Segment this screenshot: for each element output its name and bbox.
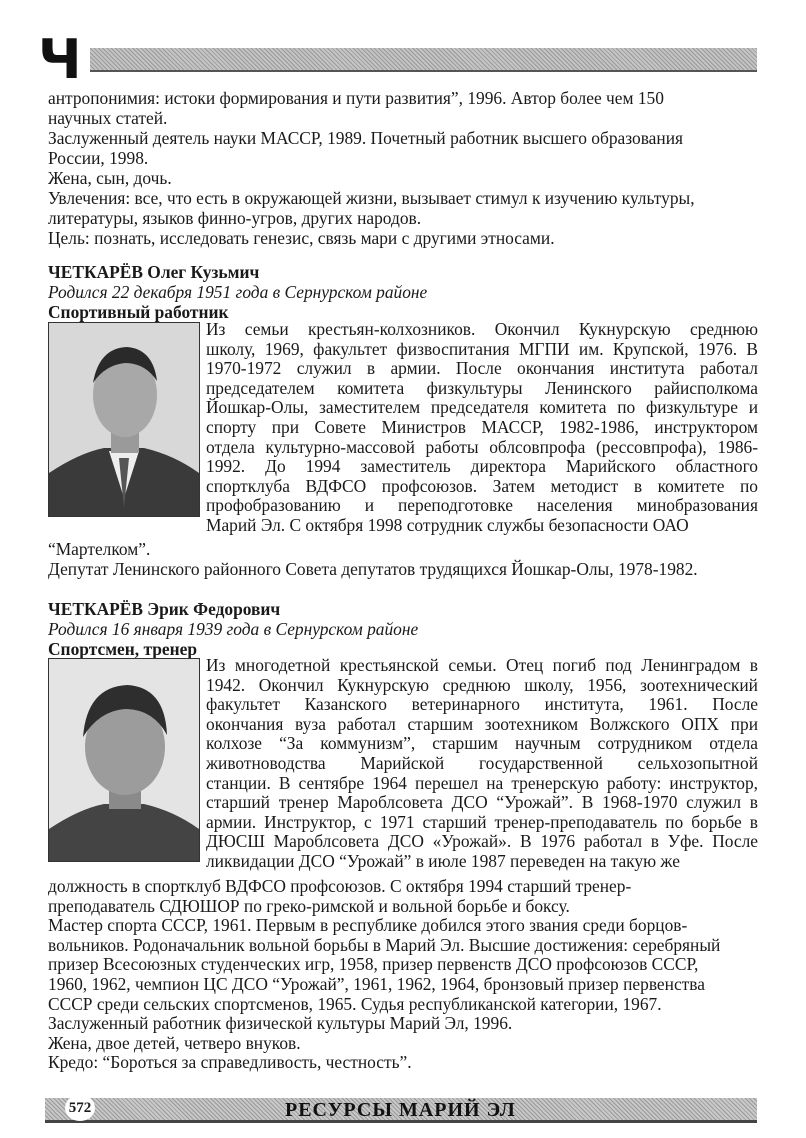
text-line: Жена, сын, дочь. — [48, 168, 172, 188]
portrait-photo-1 — [48, 322, 200, 517]
header-bar — [90, 48, 757, 72]
entry-header-2 — [48, 599, 758, 659]
birth-info: Родился 22 декабря 1951 года в Сернурском районе — [48, 282, 428, 302]
text-line: России, 1998. — [48, 148, 149, 168]
text-line: вольников. Родоначальник вольной борьбы в Марий Эл. Высшие достижения: серебряный — [48, 934, 721, 955]
text-line: отдела культурно-массовой работы облсовпрофа (рессовпрофа), 1986- — [206, 437, 758, 457]
text-line: спорту при Совете Министров МАССР, 1982-1986, инструктором — [206, 417, 758, 437]
text-line: станции. В сентябре 1964 перешел на тренерскую работу: инструктор, — [206, 773, 758, 793]
person-name: ЧЕТКАРЁВ Олег Кузьмич — [48, 262, 260, 282]
footer-title: РЕСУРСЫ МАРИЙ ЭЛ — [285, 1099, 516, 1121]
section-letter: Ч — [38, 28, 82, 91]
page-number: 572 — [65, 1095, 95, 1121]
text-line: колхозе “За коммунизм”, старшим научным сотрудником отдела — [206, 734, 758, 754]
text-line: Цель: познать, исследовать генезис, связь мари с другими этносами. — [48, 228, 555, 248]
entry-bio-2 — [48, 877, 758, 1073]
text-line: школу, 1969, факультет физвоспитания МГПИ им. Крупской, 1976. В — [206, 339, 758, 359]
text-line: 1970-1972 служил в армии. После окончания института работал — [206, 359, 758, 379]
text-line: ликвидации ДСО “Урожай” в июле 1987 переведен на такую же — [206, 850, 680, 871]
text-line: старший тренер Мароблсовета ДСО “Урожай”. В 1968-1970 служил в — [206, 793, 758, 813]
portrait-photo-2 — [48, 658, 200, 862]
text-line: Из многодетной крестьянской семьи. Отец погиб под Ленинградом в — [206, 656, 758, 675]
text-line: Из семьи крестьян-колхозников. Окончил Кукнурскую среднюю — [206, 320, 758, 339]
text-line: Йошкар-Олы, заместителем председателя комитета по физкультуре и — [206, 398, 758, 418]
text-line: Марий Эл. С октября 1998 сотрудник службы безопасности ОАО — [206, 514, 689, 535]
text-line: “Мартелком”. — [48, 539, 151, 559]
text-line: Заслуженный работник физической культуры Марий Эл, 1996. — [48, 1013, 513, 1034]
text-line: должность в спортклуб ВДФСО профсоюзов. С октября 1994 старший тренер- — [48, 876, 632, 896]
text-line: армии. Инструктор, с 1971 старший тренер-преподаватель по борьбе в — [206, 812, 758, 832]
text-line: председателем комитета физкультуры Ленинского райисполкома — [206, 378, 758, 398]
page-footer — [45, 1098, 757, 1123]
text-line: СССР среди сельских спортсменов, 1965. Судья республиканской категории, 1967. — [48, 993, 662, 1014]
birth-info: Родился 16 января 1939 года в Сернурском районе — [48, 619, 419, 639]
entry-bio-side-1 — [206, 320, 758, 536]
text-line: профобразованию и переподготовке населения минобразования — [206, 496, 758, 516]
text-line: окончания вуза работал старшим зоотехником Волжского ОПХ при — [206, 714, 758, 734]
text-line: Жена, двое детей, четверо внуков. — [48, 1032, 301, 1053]
text-line: Увлечения: все, что есть в окружающей жизни, вызывает стимул к изучению культуры, — [48, 188, 695, 208]
text-line: животноводства Марийской государственной сельхозопытной — [206, 753, 758, 773]
text-line: Заслуженный деятель науки МАССР, 1989. Почетный работник высшего образования — [48, 128, 684, 148]
text-line: 1942. Окончил Кукнурскую среднюю школу, 1956, зоотехнический — [206, 675, 758, 695]
text-line: Кредо: “Бороться за справедливость, честность”. — [48, 1052, 412, 1073]
text-line: литературы, языков финно-угров, других народов. — [48, 208, 422, 228]
intro-text — [48, 88, 758, 248]
text-line: ДЮСШ Мароблсовета ДСО «Урожай». В 1976 работал в Уфе. После — [206, 832, 758, 852]
text-line: спортклуба ВДФСО профсоюзов. Затем методист в комитете по — [206, 476, 758, 496]
occupation: Спортсмен, тренер — [48, 639, 198, 659]
occupation: Спортивный работник — [48, 302, 229, 322]
text-line: антропонимия: истоки формирования и пути развития”, 1996. Автор более чем 150 — [48, 88, 664, 108]
person-name: ЧЕТКАРЁВ Эрик Федорович — [48, 599, 281, 619]
text-line: научных статей. — [48, 108, 168, 128]
text-line: преподаватель СДЮШОР по греко-римской и вольной борьбе и боксу. — [48, 895, 570, 916]
entry-bio-1 — [48, 539, 758, 579]
text-line: призер Всесоюзных студенческих игр, 1958, призер первенств ДСО профсоюзов СССР, — [48, 954, 699, 975]
text-line: факультет Казанского ветеринарного института, 1961. После — [206, 695, 758, 715]
entry-header-1 — [48, 262, 758, 322]
text-line: Мастер спорта СССР, 1961. Первым в республике добился этого звания среди борцов- — [48, 915, 688, 936]
text-line: 1960, 1962, чемпион ЦС ДСО “Урожай”, 1961, 1962, 1964, бронзовый призер первенства — [48, 973, 705, 994]
text-line: 1992. До 1994 заместитель директора Марийского областного — [206, 457, 758, 477]
text-line: Депутат Ленинского районного Совета депутатов трудящихся Йошкар-Олы, 1978-1982. — [48, 559, 698, 579]
entry-bio-side-2 — [206, 656, 758, 872]
